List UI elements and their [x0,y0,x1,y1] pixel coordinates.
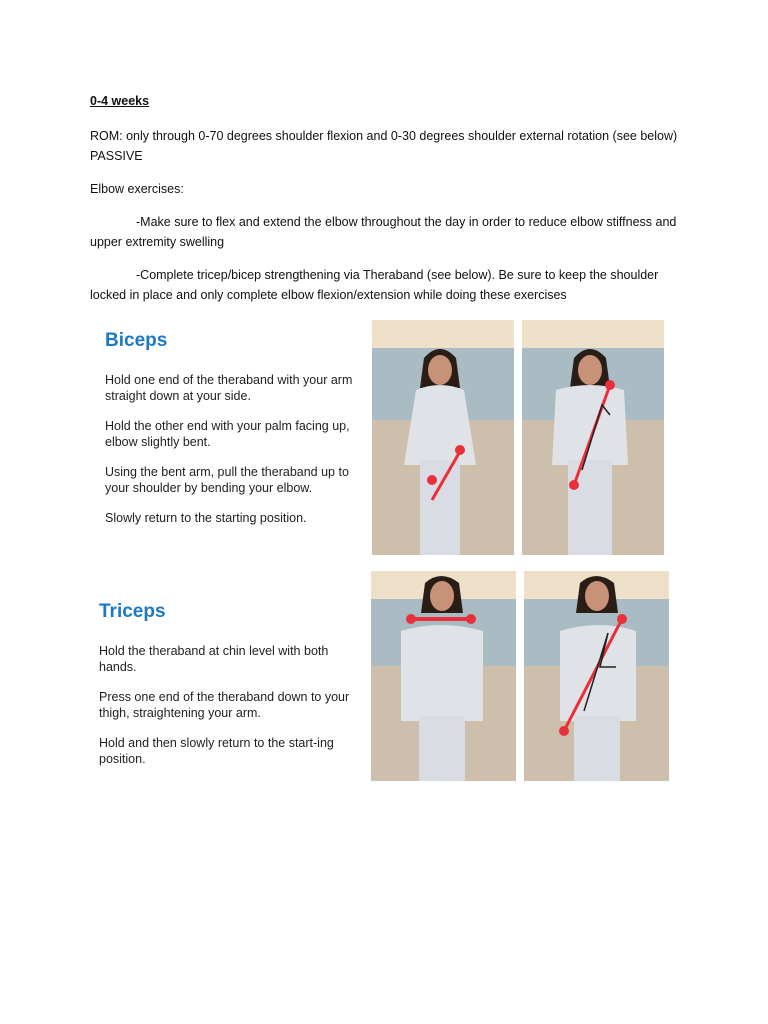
biceps-photo-end [522,320,664,555]
biceps-step-4: Slowly return to the starting position. [105,511,307,525]
triceps-step-3: Hold and then slowly return to the start-ing position. [99,736,334,766]
triceps-step-1: Hold the theraband at chin level with both hands. [99,644,329,674]
triceps-step-2: Press one end of the theraband down to your thigh, straightening your arm. [99,690,350,720]
elbow-instruction-1: -Make sure to flex and extend the elbow throughout the day in order to reduce elbow stiffness and upper extremity swelling [90,215,677,249]
biceps-step-1: Hold one end of the theraband with your arm straight down at your side. [105,373,353,403]
elbow-exercises-title: Elbow exercises: [90,182,184,196]
elbow-instruction-2: -Complete tricep/bicep strengthening via Theraband (see below). Be sure to keep the shoulder locked in place and only complete elbow flexion/extension while doing these exercises [90,268,659,302]
triceps-title: Triceps [99,601,166,622]
triceps-photo-end [524,571,669,781]
biceps-step-2: Hold the other end with your palm facing up, elbow slightly bent. [105,419,350,449]
biceps-steps [105,372,360,540]
triceps-steps [99,643,354,781]
biceps-photo-start [372,320,514,555]
heading-0-4-weeks: 0-4 weeks [90,94,150,108]
biceps-title: Biceps [105,330,168,351]
triceps-photo-start [371,571,516,781]
rom-paragraph: ROM: only through 0-70 degrees shoulder flexion and 0-30 degrees shoulder external rotation (see below) PASSIVE [90,129,678,163]
biceps-step-3: Using the bent arm, pull the theraband up to your shoulder by bending your elbow. [105,465,349,495]
